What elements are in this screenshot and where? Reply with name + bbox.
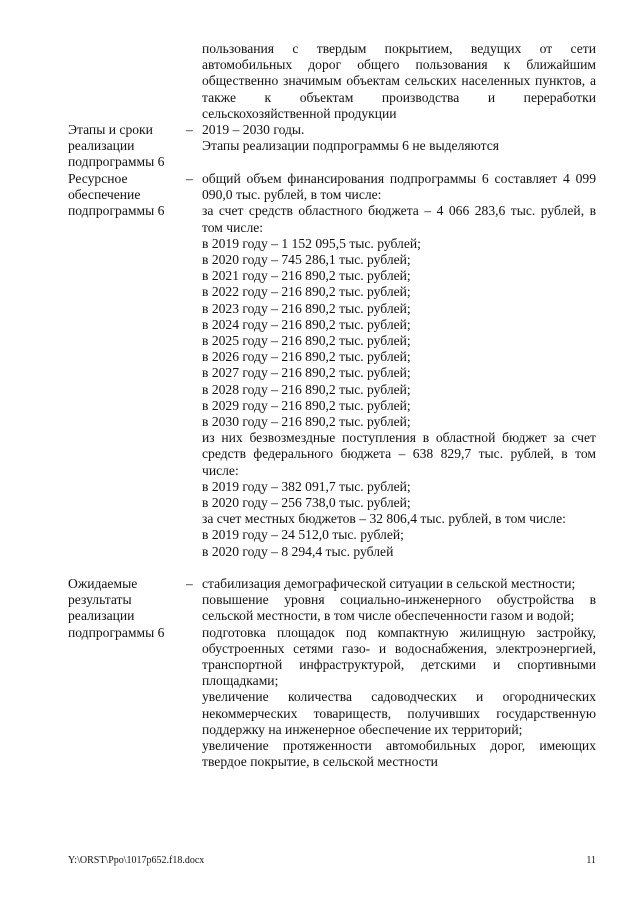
paragraph: в 2028 году – 216 890,2 тыс. рублей; xyxy=(202,381,411,397)
row-dash: – xyxy=(186,171,193,186)
paragraph: Этапы реализации подпрограммы 6 не выделяются xyxy=(202,138,499,154)
paragraph: в 2026 году – 216 890,2 тыс. рублей; xyxy=(202,349,411,365)
paragraph: в 2030 году – 216 890,2 тыс. рублей; xyxy=(202,414,411,430)
row-dash: – xyxy=(186,122,193,137)
paragraph: в 2021 году – 216 890,2 тыс. рублей; xyxy=(202,268,411,284)
row-content xyxy=(202,576,596,770)
footer-page-number: 11 xyxy=(586,855,596,866)
paragraph: в 2020 году – 8 294,4 тыс. рублей xyxy=(202,543,394,559)
paragraph: подготовка площадок под компактную жилищную застройку, обустроенных сетями газо- и водоснабжения, электроэнергией, транспортной инфраструктурой, детскими и спортивными площадками; xyxy=(202,624,596,689)
paragraph: в 2019 году – 1 152 095,5 тыс. рублей; xyxy=(202,235,421,251)
paragraph: за счет местных бюджетов – 32 806,4 тыс. рублей, в том числе: xyxy=(202,511,566,527)
paragraph: в 2024 году – 216 890,2 тыс. рублей; xyxy=(202,316,411,332)
paragraph: за счет средств областного бюджета – 4 066 283,6 тыс. рублей, в том числе: xyxy=(202,203,596,235)
paragraph: в 2020 году – 256 738,0 тыс. рублей; xyxy=(202,495,411,511)
paragraph: общий объем финансирования подпрограммы 6 составляет 4 099 090,0 тыс. рублей, в том числе: xyxy=(202,171,596,203)
paragraph: в 2020 году – 745 286,1 тыс. рублей; xyxy=(202,252,411,268)
paragraph: увеличение протяженности автомобильных дорог, имеющих твердое покрытие, в сельской местности xyxy=(202,738,596,770)
row-content xyxy=(202,171,596,560)
paragraph: из них безвозмездные поступления в областной бюджет за счет средств федерального бюджета – 638 829,7 тыс. рублей, в том числе: xyxy=(202,430,596,478)
paragraph: повышение уровня социально-инженерного обустройства в сельской местности, в том числе обеспеченности газом и водой; xyxy=(202,592,596,624)
paragraph: в 2025 году – 216 890,2 тыс. рублей; xyxy=(202,333,411,349)
paragraph: 2019 – 2030 годы. xyxy=(202,122,305,137)
paragraph: стабилизация демографической ситуации в сельской местности; xyxy=(202,576,576,591)
row-label: Ресурсное обеспечение подпрограммы 6 xyxy=(68,171,165,219)
row-dash: – xyxy=(186,576,193,591)
row-content xyxy=(202,122,596,154)
paragraph: в 2022 году – 216 890,2 тыс. рублей; xyxy=(202,284,411,300)
row-label: Ожидаемые результаты реализации подпрограммы 6 xyxy=(68,576,165,640)
paragraph: в 2023 году – 216 890,2 тыс. рублей; xyxy=(202,300,411,316)
paragraph: в 2019 году – 24 512,0 тыс. рублей; xyxy=(202,527,404,543)
footer-file-path: Y:\ORST\Ppo\1017p652.f18.docx xyxy=(68,855,205,866)
paragraph: увеличение количества садоводческих и огороднических некоммерческих товариществ, получивших государственную поддержку на инженерное обеспечение их территорий; xyxy=(202,689,596,737)
paragraph: в 2027 году – 216 890,2 тыс. рублей; xyxy=(202,365,411,381)
row-label: Этапы и сроки реализации подпрограммы 6 xyxy=(68,122,165,170)
continuation-paragraph: пользования с твердым покрытием, ведущих от сети автомобильных дорог общего пользования к ближайшим общественно значимым объектам сельских населенных пунктов, а также к объектам производства и переработки сельскохозяйственной продукции xyxy=(202,41,596,121)
paragraph: в 2019 году – 382 091,7 тыс. рублей; xyxy=(202,478,411,494)
paragraph: в 2029 году – 216 890,2 тыс. рублей; xyxy=(202,397,411,413)
